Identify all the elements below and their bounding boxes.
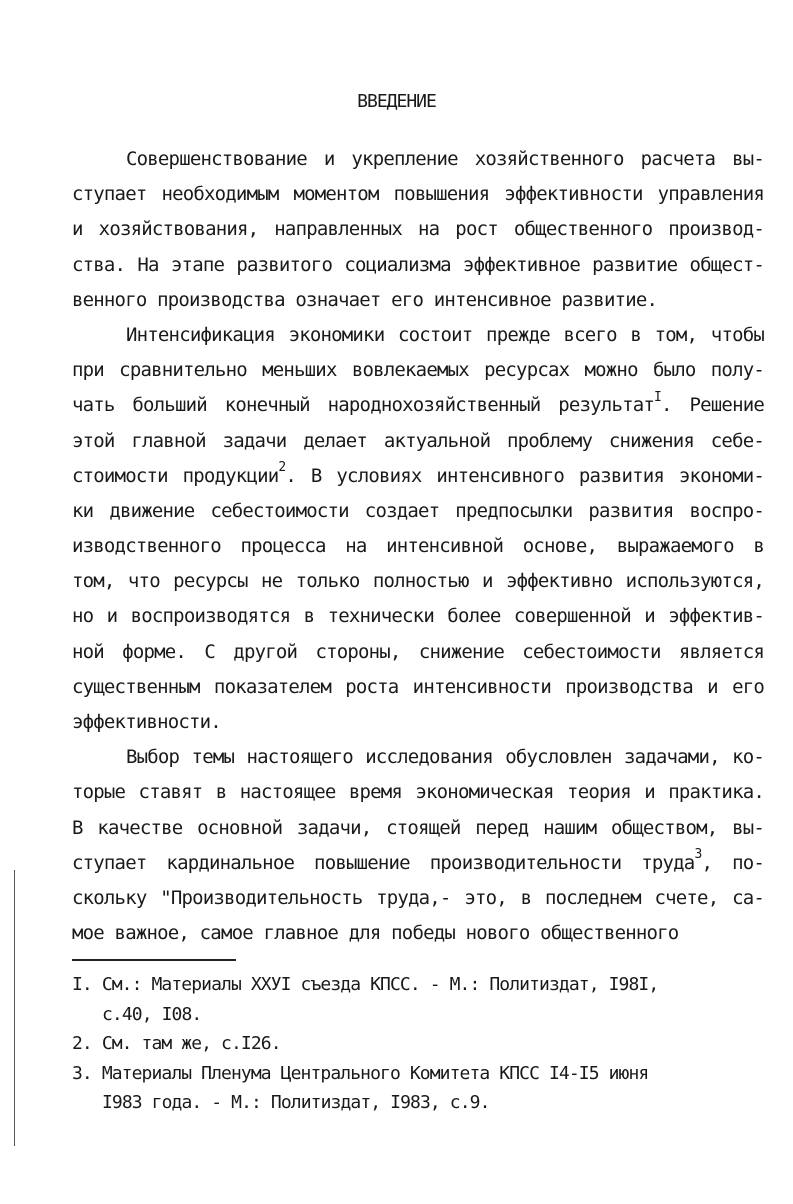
text-line: Интенсификация экономики состоит прежде всего в том, чтобы — [126, 323, 764, 346]
footnote — [72, 970, 752, 1000]
text-line: мое важное, самое главное для победы нового общественного — [72, 922, 679, 945]
footnote — [72, 1029, 752, 1059]
text-line: чать больший конечный народнохозяйственный результат$^I$. Решение — [72, 389, 764, 417]
footnote-text: См. там же, с.I26. — [101, 1033, 281, 1054]
footnote — [72, 1059, 752, 1089]
text-line: ступает необходимым моментом повышения эффективности управления — [72, 183, 764, 206]
text-line: этой главной задачи делает актуальной проблему снижения себе- — [72, 429, 764, 452]
footnote-number: I. — [72, 974, 92, 995]
text-line: В качестве основной задачи, стоящей перед нашим обществом, вы- — [72, 816, 764, 839]
footnote-number: 3. — [72, 1062, 92, 1084]
body-text — [72, 142, 764, 951]
text-line: ки движение себестоимости создает предпосылки развития воспро- — [72, 499, 764, 522]
text-line: стоимости продукции$^2$. В условиях интенсивного развития экономи- — [72, 460, 764, 487]
footnote-number: 2. — [72, 1033, 92, 1054]
margin-rule — [14, 870, 15, 1146]
footnote-continuation: с.40, I08. — [102, 1003, 202, 1025]
text-line: и хозяйствования, направленных на рост общественного производ- — [72, 218, 764, 241]
text-line: при сравнительно меньших вовлекаемых ресурсах можно было полу- — [72, 359, 764, 382]
text-line: ства. На этапе развитого социализма эффективное развитие общест- — [72, 253, 764, 276]
text-line: венного производства означает его интенсивное развитие. — [72, 288, 658, 311]
text-line: Совершенствование и укрепление хозяйственного расчета вы- — [126, 148, 764, 170]
text-line: но и воспроизводятся в технически более совершенной и эффектив- — [72, 605, 764, 628]
footnote-text: См.: Материалы ХХУI съезда КПСС. - М.: Политиздат, I98I, — [101, 974, 659, 995]
text-line: скольку "Производительность труда,- это, в последнем счете, са- — [72, 886, 764, 909]
footnote-text: Материалы Пленума Центрального Комитета КПСС I4-I5 июня — [101, 1062, 649, 1084]
footnotes — [72, 970, 752, 1118]
footnote-ref: I — [654, 389, 662, 405]
text-line: ступает кардинальное повышение производительности труда$^3$, по- — [72, 847, 764, 874]
footnote-ref: 2 — [278, 460, 286, 476]
footnote-continuation: I983 года. - М.: Политиздат, I983, с.9. — [102, 1092, 490, 1113]
text-line: том, что ресурсы не только полностью и эффективно используются, — [72, 570, 764, 593]
section-heading: ВВЕДЕНИЕ — [357, 91, 436, 112]
text-line: Выбор темы настоящего исследования обусловлен задачами, ко- — [126, 746, 764, 769]
footnote-ref: 3 — [694, 847, 702, 863]
footnote-separator — [72, 959, 236, 961]
text-line: эффективности. — [72, 711, 221, 733]
text-line: торые ставят в настоящее время экономическая теория и практика. — [72, 781, 764, 804]
text-line: изводственного процесса на интенсивной основе, выражаемого в — [72, 535, 764, 558]
text-line: ной форме. С другой стороны, снижение себестоимости является — [72, 640, 764, 663]
text-line: существенным показателем роста интенсивности производства и его — [72, 675, 764, 698]
